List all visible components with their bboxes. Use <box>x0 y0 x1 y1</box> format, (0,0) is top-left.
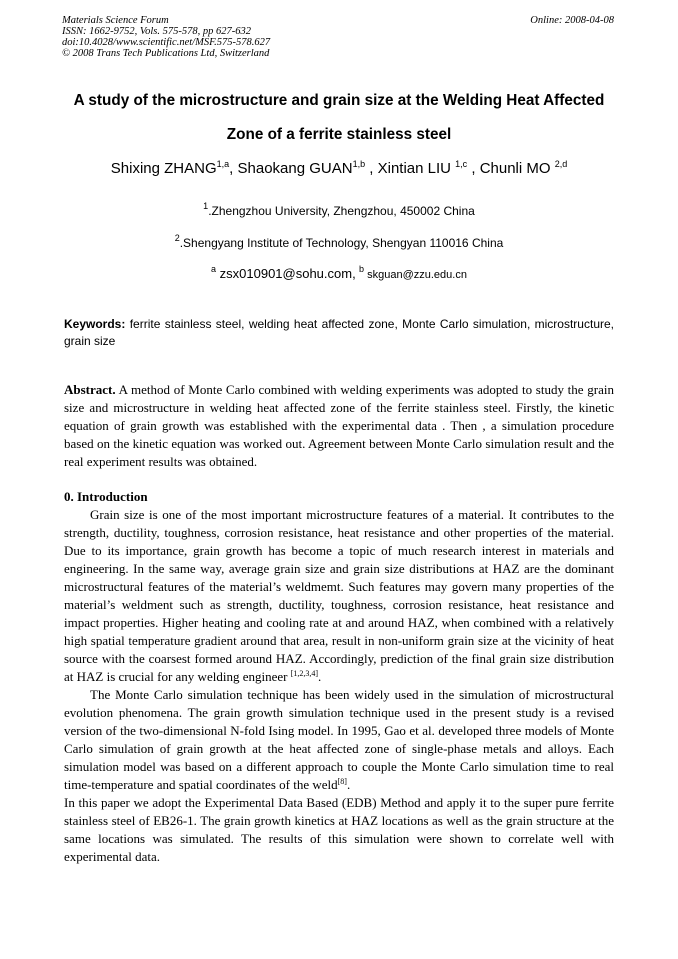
author-name: Shixing ZHANG <box>110 160 217 177</box>
author-affil-sup: 1,a <box>216 159 230 169</box>
author-affil-sup: 2,d <box>554 159 568 169</box>
paragraph-end: . <box>346 777 351 792</box>
intro-paragraph-3: In this paper we adopt the Experimental Data Based (EDB) Method and apply it to the super pure ferrite stainless steel of EB26-1. The grain growth kinetics at HAZ locations as well as the grain structure at the same locations was simulated. The results of this simulation were shown to correlate well with experimental data. <box>64 795 614 864</box>
keywords-text: ferrite stainless steel, welding heat affected zone, Monte Carlo simulation, microstructure, grain size <box>64 317 614 348</box>
copyright-line: © 2008 Trans Tech Publications Ltd, Switzerland <box>62 48 270 59</box>
author-separator: , <box>229 160 238 177</box>
affiliation-1 <box>40 201 638 218</box>
introduction-section <box>64 488 614 866</box>
intro-paragraph-1 <box>64 506 614 686</box>
email-line <box>40 264 638 282</box>
paper-title-line-2: Zone of a ferrite stainless steel <box>226 126 452 143</box>
journal-name: Materials Science Forum <box>62 15 169 26</box>
abstract-text: A method of Monte Carlo combined with welding experiments was adopted to study the grain size and microstructure in welding heat affected zone of the ferrite stainless steel. Firstly, the kinetic equation of grain growth was established with the experimental data . Then , a simulation procedure based on the kinetic equation was worked out. Agreement between Monte Carlo simulation result and the real experiment results was obtained. <box>64 382 614 469</box>
citation: [8] <box>337 777 347 786</box>
author-affil-sup: 1,b <box>352 159 366 169</box>
affil-text: .Shengyang Institute of Technology, Shengyan 110016 China <box>179 236 504 250</box>
paragraph-text: Grain size is one of the most important microstructure features of a material. It contributes to the strength, ductility, toughness, corrosion resistance, heat resistance and other properties of the material. Due to its importance, grain growth has become a topic of much research interest in materials and engineering. In the same way, average grain size and grain size distributions at HAZ are the dominant microstructural features of the material’s weldmemt. Such features may govern many properties of the material’s weldment such as strength, ductility, toughness, corrosion resistance, heat resistance and impact properties. Higher heating and cooling rate at and around HAZ, when combined with a relatively high spatial temperature gradient around that area, result in non-uniform grain size at the vicinity of heat source with the coarsest formed around HAZ. Accordingly, prediction of the final grain size distribution at HAZ is crucial for any welding engineer <box>64 507 614 684</box>
affil-sup: 1 <box>203 201 209 211</box>
paragraph-end: . <box>318 669 322 684</box>
paper-title-line-1: A study of the microstructure and grain size at the Welding Heat Affected <box>73 92 605 109</box>
abstract <box>64 381 614 471</box>
keywords-label: Keywords: <box>64 317 126 331</box>
author-separator: , <box>365 160 378 177</box>
intro-paragraph-2 <box>64 686 614 794</box>
abstract-label: Abstract. <box>64 382 116 397</box>
paragraph-text: The Monte Carlo simulation technique has been widely used in the simulation of microstructural evolution phenomena. The grain growth simulation technique used in the present study is a revised version of the two-dimensional N-fold Ising model. In 1995, Gao et al. developed three models of Monte Carlo simulation of grain growth at the heat affected zone of single-phase metals and alloys. Each simulation model was based on a different approach to couple the Monte Carlo simulation time to real time-temperature and spatial coordinates of the weld <box>64 687 614 792</box>
section-heading: 0. Introduction <box>64 489 148 504</box>
citation: [1,2,3,4] <box>290 669 319 678</box>
email-sup: b <box>359 264 365 274</box>
affiliation-2 <box>40 233 638 250</box>
email-address: zsx010901@sohu.com, <box>216 266 356 281</box>
affil-text: .Zhengzhou University, Zhengzhou, 450002 China <box>208 204 475 218</box>
email-address: skguan@zzu.edu.cn <box>364 269 467 281</box>
author-separator: , <box>467 160 480 177</box>
email-sup: a <box>211 264 217 274</box>
online-date: Online: 2008-04-08 <box>530 15 614 26</box>
keywords <box>64 316 614 350</box>
issn-line: ISSN: 1662-9752, Vols. 575-578, pp 627-632 <box>62 26 251 37</box>
author-name: Chunli MO <box>479 160 555 177</box>
doi-line: doi:10.4028/www.scientific.net/MSF.575-578.627 <box>62 37 271 48</box>
author-name: Shaokang GUAN <box>237 160 353 177</box>
affil-sup: 2 <box>174 233 180 243</box>
author-list <box>40 160 638 178</box>
author-name: Xintian LIU <box>377 160 456 177</box>
journal-header <box>62 15 270 59</box>
author-affil-sup: 1,c <box>455 159 468 169</box>
